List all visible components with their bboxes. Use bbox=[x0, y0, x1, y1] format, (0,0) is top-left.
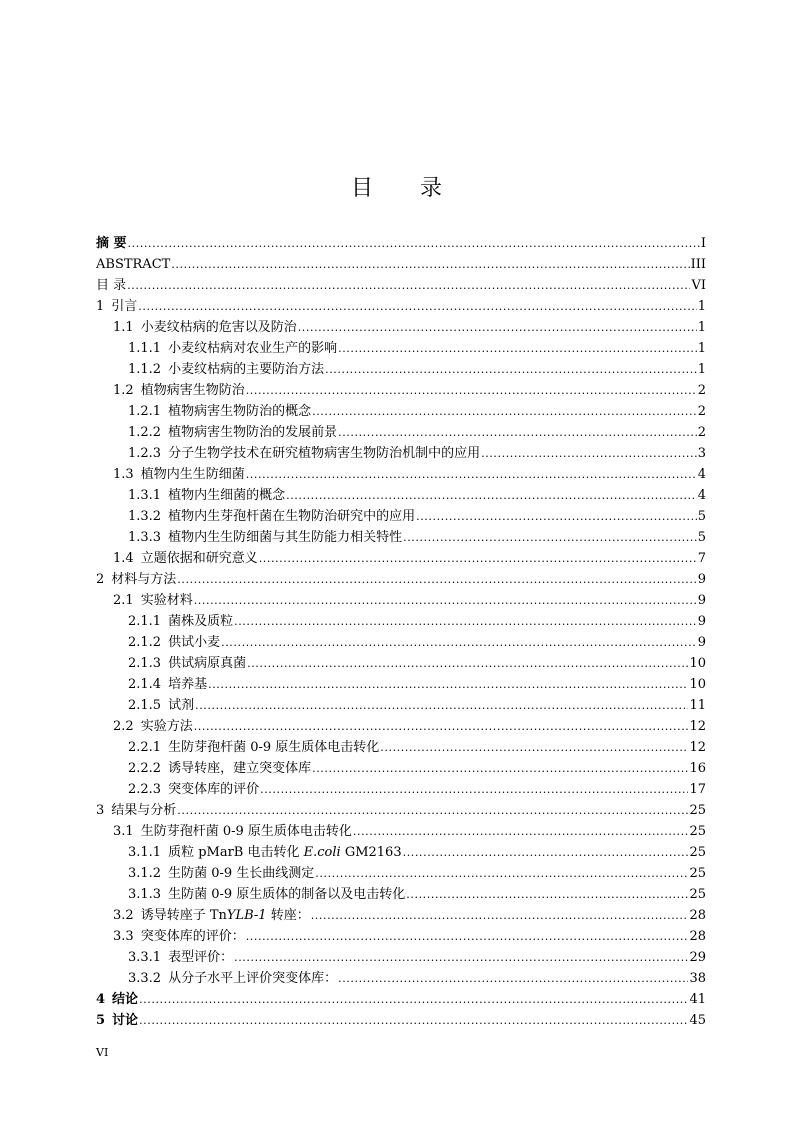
toc-entry-number: 2.2 bbox=[113, 719, 134, 734]
toc-dot-leader bbox=[325, 359, 697, 380]
toc-entry[interactable] bbox=[96, 653, 706, 674]
toc-entry[interactable] bbox=[96, 926, 706, 947]
toc-dot-leader bbox=[353, 821, 689, 842]
toc-entry-page: 17 bbox=[689, 782, 706, 797]
toc-dot-leader bbox=[403, 842, 689, 863]
toc-entry-number: 1 bbox=[96, 299, 105, 314]
toc-entry-page: 9 bbox=[697, 572, 706, 587]
toc-entry-page: 25 bbox=[689, 866, 706, 881]
toc-entry-title: 分子生物学技术在研究植物病害生物防治机制中的应用 bbox=[168, 446, 481, 461]
toc-entry-title: 供试小麦 bbox=[168, 635, 221, 650]
toc-entry[interactable] bbox=[96, 443, 706, 464]
toc-entry-title: 小麦纹枯病的主要防治方法 bbox=[168, 362, 325, 377]
toc-entry[interactable] bbox=[96, 338, 706, 359]
toc-entry[interactable] bbox=[96, 632, 706, 653]
toc-entry-number: 1.1.1 bbox=[128, 341, 162, 356]
toc-entry[interactable] bbox=[96, 548, 706, 569]
toc-dot-leader bbox=[138, 296, 696, 317]
toc-entry-number: 2.1.5 bbox=[128, 698, 162, 713]
toc-entry-title: 引言 bbox=[111, 299, 138, 314]
toc-dot-leader bbox=[338, 422, 697, 443]
toc-entry[interactable] bbox=[96, 737, 706, 758]
toc-entry-page: 25 bbox=[689, 824, 706, 839]
toc-entry-title: 诱导转座子 TnYLB-1 转座： bbox=[140, 908, 310, 923]
toc-entry[interactable] bbox=[96, 233, 706, 254]
toc-entry-page: 28 bbox=[689, 929, 706, 944]
toc-entry[interactable] bbox=[96, 821, 706, 842]
toc-dot-leader bbox=[312, 758, 688, 779]
toc-entry-page: 25 bbox=[689, 845, 706, 860]
toc-dot-leader bbox=[406, 884, 688, 905]
toc-entry[interactable] bbox=[96, 359, 706, 380]
toc-entry-number: 1.3.1 bbox=[128, 488, 162, 503]
toc-entry-title: 讨论 bbox=[112, 1013, 139, 1028]
toc-dot-leader bbox=[139, 989, 688, 1010]
toc-entry[interactable] bbox=[96, 1010, 706, 1031]
page-title: 目 录 bbox=[351, 176, 462, 201]
toc-dot-leader bbox=[416, 506, 697, 527]
toc-entry-page: 1 bbox=[697, 341, 706, 356]
toc-entry-number: 2.2.1 bbox=[128, 740, 162, 755]
toc-entry[interactable] bbox=[96, 800, 706, 821]
toc-entry-page: 38 bbox=[689, 971, 706, 986]
toc-entry-number: 4 bbox=[96, 992, 106, 1007]
toc-entry-number: 2.2.2 bbox=[128, 761, 162, 776]
table-of-contents bbox=[96, 233, 706, 1031]
toc-entry-title: 诱导转座，建立突变体库 bbox=[168, 761, 312, 776]
toc-entry-page: 7 bbox=[697, 551, 706, 566]
toc-entry-title: 生防芽孢杆菌 0-9 原生质体电击转化 bbox=[140, 824, 352, 839]
toc-entry-page: 4 bbox=[697, 488, 706, 503]
toc-entry-number: 1.2.3 bbox=[128, 446, 162, 461]
toc-entry-number: 1.1 bbox=[113, 320, 134, 335]
toc-entry-number: 1.3 bbox=[113, 467, 134, 482]
toc-entry[interactable] bbox=[96, 275, 706, 296]
toc-entry[interactable] bbox=[96, 254, 706, 275]
toc-dot-leader bbox=[194, 590, 697, 611]
toc-entry-title: 材料与方法 bbox=[111, 572, 177, 587]
toc-entry-title: 表型评价： bbox=[168, 950, 234, 965]
toc-entry-page: 9 bbox=[697, 614, 706, 629]
toc-entry-title: 目 录 bbox=[96, 278, 127, 293]
toc-entry-number: 3.3.1 bbox=[128, 950, 162, 965]
toc-entry[interactable] bbox=[96, 863, 706, 884]
toc-entry-number: 2.1.3 bbox=[128, 656, 162, 671]
toc-entry-number: 3.1 bbox=[113, 824, 134, 839]
toc-entry-title: 植物病害生物防治 bbox=[140, 383, 245, 398]
toc-entry-page: 11 bbox=[689, 698, 706, 713]
toc-entry[interactable] bbox=[96, 464, 706, 485]
toc-entry-title: 结论 bbox=[112, 992, 139, 1007]
toc-entry-title: 植物病害生物防治的概念 bbox=[168, 404, 312, 419]
toc-entry[interactable] bbox=[96, 758, 706, 779]
toc-entry-number: 3 bbox=[96, 803, 105, 818]
toc-entry-title: 立题依据和研究意义 bbox=[140, 551, 258, 566]
toc-entry-number: 3.3.2 bbox=[128, 971, 162, 986]
toc-entry-title: 植物内生生防细菌 bbox=[140, 467, 245, 482]
toc-entry[interactable] bbox=[96, 296, 706, 317]
toc-dot-leader bbox=[259, 548, 697, 569]
toc-dot-leader bbox=[312, 401, 697, 422]
toc-entry-title: ABSTRACT bbox=[96, 257, 171, 272]
toc-dot-leader bbox=[127, 275, 690, 296]
toc-entry-page: 4 bbox=[697, 467, 706, 482]
toc-entry-page: 28 bbox=[689, 908, 706, 923]
toc-dot-leader bbox=[338, 968, 688, 989]
toc-dot-leader bbox=[221, 632, 697, 653]
toc-entry-number: 2.2.3 bbox=[128, 782, 162, 797]
toc-entry[interactable] bbox=[96, 422, 706, 443]
toc-entry[interactable] bbox=[96, 380, 706, 401]
toc-entry-page: 41 bbox=[689, 992, 706, 1007]
toc-entry-number: 2.1.1 bbox=[128, 614, 162, 629]
toc-dot-leader bbox=[139, 1010, 688, 1031]
toc-entry-title: 生防菌 0-9 原生质体的制备以及电击转化 bbox=[168, 887, 406, 902]
toc-entry[interactable] bbox=[96, 527, 706, 548]
toc-entry-page: 10 bbox=[689, 677, 706, 692]
toc-entry-title: 实验方法 bbox=[140, 719, 193, 734]
toc-entry-page: III bbox=[690, 257, 706, 272]
toc-dot-leader bbox=[380, 737, 688, 758]
toc-entry-page: 2 bbox=[697, 404, 706, 419]
toc-dot-leader bbox=[177, 800, 688, 821]
toc-dot-leader bbox=[194, 716, 689, 737]
toc-entry-page: 5 bbox=[697, 509, 706, 524]
toc-entry-title: 实验材料 bbox=[140, 593, 193, 608]
toc-entry[interactable] bbox=[96, 611, 706, 632]
toc-entry-number: 2.1.2 bbox=[128, 635, 162, 650]
toc-entry[interactable] bbox=[96, 317, 706, 338]
toc-entry-title: 植物内生细菌的概念 bbox=[168, 488, 286, 503]
toc-entry-page: 2 bbox=[697, 383, 706, 398]
toc-entry[interactable] bbox=[96, 674, 706, 695]
toc-entry[interactable] bbox=[96, 989, 706, 1010]
toc-entry-number: 1.3.3 bbox=[128, 530, 162, 545]
toc-entry[interactable] bbox=[96, 485, 706, 506]
toc-dot-leader bbox=[260, 779, 688, 800]
toc-entry-number: 2.1.4 bbox=[128, 677, 162, 692]
toc-dot-leader bbox=[403, 527, 697, 548]
toc-entry-number: 3.3 bbox=[113, 929, 134, 944]
toc-entry-title: 植物内生芽孢杆菌在生物防治研究中的应用 bbox=[168, 509, 416, 524]
toc-entry-page: 1 bbox=[697, 362, 706, 377]
toc-entry-title: 小麦纹枯病的危害以及防治 bbox=[140, 320, 297, 335]
toc-dot-leader bbox=[315, 863, 688, 884]
toc-dot-leader bbox=[311, 905, 689, 926]
toc-dot-leader bbox=[171, 254, 689, 275]
toc-dot-leader bbox=[234, 947, 688, 968]
toc-dot-leader bbox=[247, 653, 688, 674]
toc-entry-number: 1.2 bbox=[113, 383, 134, 398]
toc-dot-leader bbox=[246, 926, 689, 947]
toc-entry-number: 3.2 bbox=[113, 908, 134, 923]
toc-entry-page: VI bbox=[691, 278, 706, 293]
toc-entry-page: 1 bbox=[697, 299, 706, 314]
toc-entry-page: 10 bbox=[689, 656, 706, 671]
toc-entry[interactable] bbox=[96, 401, 706, 422]
toc-entry-page: 45 bbox=[689, 1013, 706, 1028]
toc-entry-number: 5 bbox=[96, 1013, 106, 1028]
toc-dot-leader bbox=[338, 338, 697, 359]
toc-entry-page: 25 bbox=[689, 887, 706, 902]
toc-entry-number: 3.1.2 bbox=[128, 866, 162, 881]
toc-entry-page: 3 bbox=[697, 446, 706, 461]
toc-entry[interactable] bbox=[96, 779, 706, 800]
toc-entry-title: 植物病害生物防治的发展前景 bbox=[168, 425, 338, 440]
toc-dot-leader bbox=[195, 695, 688, 716]
toc-dot-leader bbox=[128, 233, 700, 254]
toc-entry[interactable] bbox=[96, 716, 706, 737]
toc-entry-page: 9 bbox=[697, 635, 706, 650]
toc-entry-title: 生防菌 0-9 生长曲线测定 bbox=[168, 866, 315, 881]
toc-entry-page: 5 bbox=[697, 530, 706, 545]
toc-dot-leader bbox=[177, 569, 696, 590]
toc-entry-number: 1.2.2 bbox=[128, 425, 162, 440]
toc-entry-title: 突变体库的评价 bbox=[168, 782, 260, 797]
toc-dot-leader bbox=[298, 317, 697, 338]
toc-entry-page: 1 bbox=[697, 320, 706, 335]
toc-entry-title: 菌株及质粒 bbox=[168, 614, 234, 629]
toc-entry-page: I bbox=[700, 236, 706, 251]
toc-entry-title: 植物内生生防细菌与其生防能力相关特性 bbox=[168, 530, 403, 545]
toc-dot-leader bbox=[246, 380, 697, 401]
page-footer-number: VI bbox=[96, 1046, 109, 1059]
toc-dot-leader bbox=[234, 611, 697, 632]
toc-entry-page: 9 bbox=[697, 593, 706, 608]
toc-entry-title: 试剂 bbox=[168, 698, 195, 713]
toc-entry[interactable] bbox=[96, 695, 706, 716]
toc-entry[interactable] bbox=[96, 569, 706, 590]
toc-entry[interactable] bbox=[96, 842, 706, 863]
toc-entry-number: 2.1 bbox=[113, 593, 134, 608]
toc-entry-page: 25 bbox=[689, 803, 706, 818]
toc-dot-leader bbox=[208, 674, 688, 695]
toc-entry[interactable] bbox=[96, 905, 706, 926]
toc-entry-page: 12 bbox=[689, 719, 706, 734]
toc-entry[interactable] bbox=[96, 968, 706, 989]
toc-entry-page: 2 bbox=[697, 425, 706, 440]
toc-entry-title: 从分子水平上评价突变体库： bbox=[168, 971, 338, 986]
toc-entry-title: 培养基 bbox=[168, 677, 208, 692]
toc-dot-leader bbox=[286, 485, 697, 506]
toc-entry-number: 1.2.1 bbox=[128, 404, 162, 419]
toc-entry-number: 1.4 bbox=[113, 551, 134, 566]
toc-dot-leader bbox=[481, 443, 697, 464]
toc-entry-number: 2 bbox=[96, 572, 105, 587]
toc-entry-page: 29 bbox=[689, 950, 706, 965]
toc-entry[interactable] bbox=[96, 947, 706, 968]
toc-dot-leader bbox=[246, 464, 697, 485]
toc-entry-title: 结果与分析 bbox=[111, 803, 177, 818]
toc-entry-number: 3.1.1 bbox=[128, 845, 162, 860]
toc-entry[interactable] bbox=[96, 506, 706, 527]
toc-entry-number: 3.1.3 bbox=[128, 887, 162, 902]
toc-entry[interactable] bbox=[96, 590, 706, 611]
toc-entry-title: 生防芽孢杆菌 0-9 原生质体电击转化 bbox=[168, 740, 380, 755]
toc-entry[interactable] bbox=[96, 884, 706, 905]
toc-entry-number: 1.3.2 bbox=[128, 509, 162, 524]
toc-entry-title: 供试病原真菌 bbox=[168, 656, 247, 671]
toc-entry-title: 突变体库的评价： bbox=[140, 929, 245, 944]
toc-entry-page: 12 bbox=[689, 740, 706, 755]
toc-entry-title: 小麦纹枯病对农业生产的影响 bbox=[168, 341, 338, 356]
toc-entry-title: 摘 要 bbox=[96, 236, 127, 251]
toc-entry-title: 质粒 pMarB 电击转化 E.coli GM2163 bbox=[168, 845, 402, 860]
toc-entry-page: 16 bbox=[689, 761, 706, 776]
toc-entry-number: 1.1.2 bbox=[128, 362, 162, 377]
